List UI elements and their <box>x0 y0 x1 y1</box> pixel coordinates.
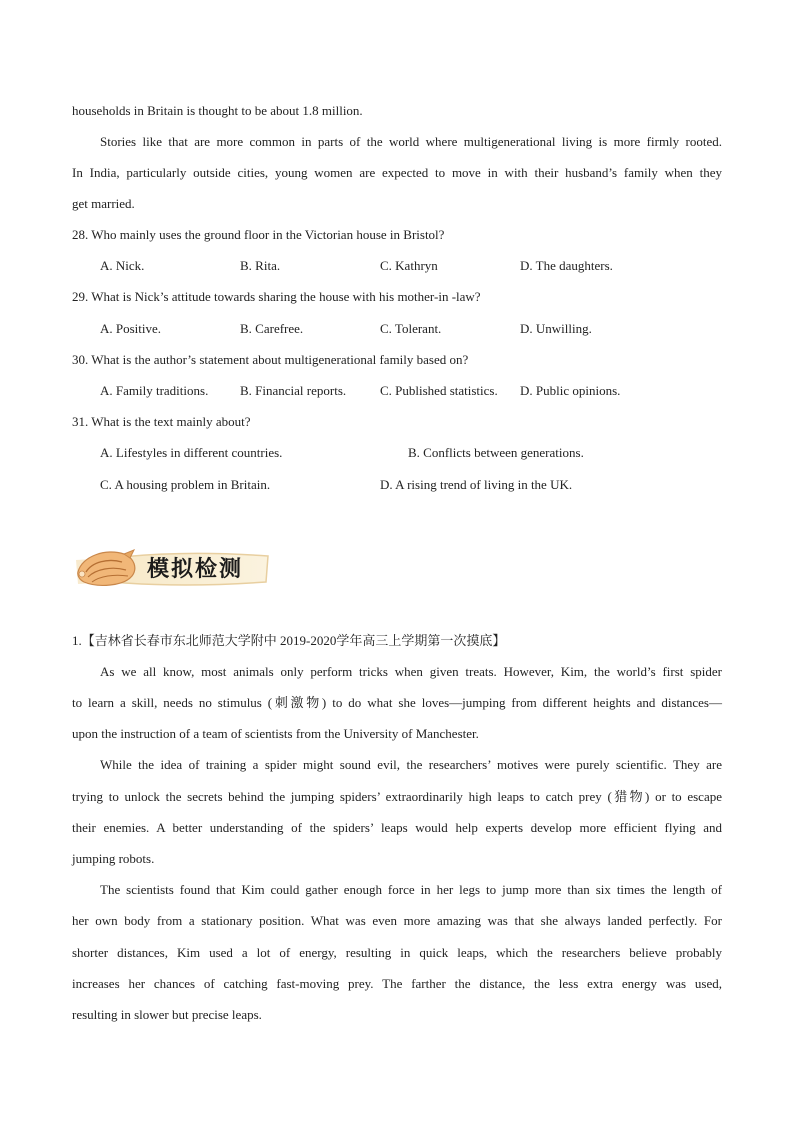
intro-line: get married. <box>72 196 135 211</box>
section-title: 模拟检测 <box>147 557 244 582</box>
answer-option: B. Financial reports. <box>240 383 347 398</box>
answer-option: B. Rita. <box>240 258 281 273</box>
answer-option: A. Nick. <box>100 258 145 273</box>
answer-option: C. A housing problem in Britain. <box>100 477 271 492</box>
passage-line: jumping robots. <box>72 851 155 866</box>
answer-option: D. Unwilling. <box>520 321 592 336</box>
answer-option: B. Carefree. <box>240 321 304 336</box>
section-banner <box>72 540 272 594</box>
passage-line: trying to unlock the secrets behind the jumping spiders’ extraordinarily high leaps to catch prey (猎物) or to escape <box>72 789 722 804</box>
question-stem: 28. Who mainly uses the ground floor in the Victorian house in Bristol? <box>72 227 445 242</box>
passage-line: While the idea of training a spider might sound evil, the researchers’ motives were purely scientific. They are <box>100 757 722 772</box>
answer-option: C. Kathryn <box>380 258 438 273</box>
passage-line: resulting in slower but precise leaps. <box>72 1007 262 1022</box>
passage-line: upon the instruction of a team of scientists from the University of Manchester. <box>72 726 479 741</box>
conch-shell-icon <box>72 542 142 592</box>
answer-option: C. Published statistics. <box>380 383 498 398</box>
question-stem: 30. What is the author’s statement about multigenerational family based on? <box>72 352 469 367</box>
passage-source: 1.【吉林省长春市东北师范大学附中 2019-2020学年高三上学期第一次摸底】 <box>72 633 506 648</box>
question-stem: 31. What is the text mainly about? <box>72 414 251 429</box>
passage-line: The scientists found that Kim could gather enough force in her legs to jump more than six times the length of <box>100 882 722 897</box>
answer-option: D. A rising trend of living in the UK. <box>380 477 573 492</box>
passage-line: As we all know, most animals only perform tricks when given treats. However, Kim, the world’s first spider <box>100 664 722 679</box>
passage-line: shorter distances, Kim used a lot of energy, resulting in quick leaps, which the researchers believe probably <box>72 945 722 960</box>
answer-option: D. The daughters. <box>520 258 613 273</box>
answer-option: A. Lifestyles in different countries. <box>100 445 283 460</box>
question-stem: 29. What is Nick’s attitude towards sharing the house with his mother-in -law? <box>72 289 481 304</box>
intro-line: households in Britain is thought to be about 1.8 million. <box>72 103 363 118</box>
intro-line: In India, particularly outside cities, young women are expected to move in with their husband’s family when they <box>72 165 722 180</box>
passage-line: her own body from a stationary position. What was even more amazing was that she always landed perfectly. For <box>72 913 722 928</box>
answer-option: B. Conflicts between generations. <box>408 445 584 460</box>
answer-option: D. Public opinions. <box>520 383 621 398</box>
answer-option: A. Family traditions. <box>100 383 209 398</box>
passage-line: increases her chances of catching fast-moving prey. The farther the distance, the less extra energy was used, <box>72 976 722 991</box>
answer-option: A. Positive. <box>100 321 162 336</box>
answer-option: C. Tolerant. <box>380 321 442 336</box>
passage-line: their enemies. A better understanding of the spiders’ leaps would help experts develop more efficient flying and <box>72 820 722 835</box>
intro-line: Stories like that are more common in parts of the world where multigenerational living is more firmly rooted. <box>100 134 722 149</box>
passage-line: to learn a skill, needs no stimulus (刺激物) to do what she loves—jumping from different heights and distances— <box>72 695 722 710</box>
